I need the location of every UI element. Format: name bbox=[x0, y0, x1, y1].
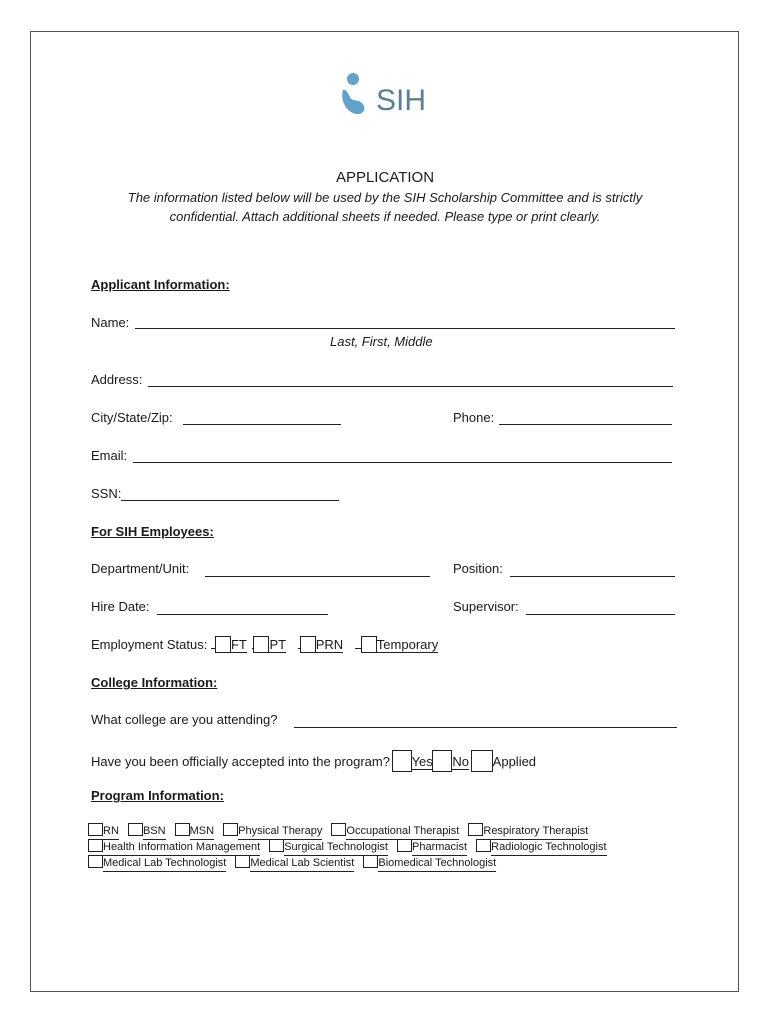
intro-line-2: confidential. Attach additional sheets if needed. Please type or print clearly. bbox=[169, 209, 601, 224]
accepted-no-label: No bbox=[452, 754, 470, 769]
program-biomedical-technologist-checkbox[interactable] bbox=[363, 855, 378, 868]
status-temporary-label: Temporary bbox=[376, 637, 439, 652]
program-msn-label: MSN bbox=[190, 824, 214, 840]
department-label: Department/Unit: bbox=[91, 561, 190, 576]
program-pharmacist-label: Pharmacist bbox=[412, 840, 467, 856]
intro-line-1: The information listed below will be used by the SIH Scholarship Committee and is strictly bbox=[127, 190, 643, 205]
city-field[interactable] bbox=[183, 424, 341, 425]
status-prn-checkbox[interactable] bbox=[300, 636, 316, 653]
status-ft-checkbox[interactable] bbox=[215, 636, 231, 653]
email-label: Email: bbox=[91, 448, 128, 463]
program-respiratory-therapist-checkbox[interactable] bbox=[468, 823, 483, 836]
email-field[interactable] bbox=[133, 462, 672, 463]
name-field[interactable] bbox=[135, 328, 675, 329]
program-bsn-label: BSN bbox=[143, 824, 166, 840]
program-msn-checkbox[interactable] bbox=[175, 823, 190, 836]
department-field[interactable] bbox=[205, 576, 430, 577]
accepted-yes-label: Yes bbox=[411, 754, 433, 769]
status-prn-label: PRN bbox=[315, 637, 344, 652]
city-label: City/State/Zip: bbox=[91, 410, 173, 425]
accepted-label: Have you been officially accepted into the program? bbox=[91, 754, 390, 769]
accepted-applied-label: Applied bbox=[492, 754, 537, 769]
program-respiratory-therapist-label: Respiratory Therapist bbox=[483, 824, 588, 840]
program-surgical-technologist-checkbox[interactable] bbox=[269, 839, 284, 852]
position-label: Position: bbox=[453, 561, 503, 576]
intro-text bbox=[80, 188, 690, 226]
program-surgical-technologist-label: Surgical Technologist bbox=[284, 840, 388, 856]
program-medical-lab-scientist-label: Medical Lab Scientist bbox=[250, 856, 354, 872]
college-attending-label: What college are you attending? bbox=[91, 712, 278, 727]
supervisor-field[interactable] bbox=[526, 614, 675, 615]
sih-logo-text: SIH bbox=[376, 84, 427, 117]
program-row-2 bbox=[88, 839, 613, 856]
sih-logo-mark-icon bbox=[338, 70, 370, 120]
supervisor-label: Supervisor: bbox=[453, 599, 519, 614]
accepted-applied-checkbox[interactable] bbox=[471, 750, 493, 772]
status-temporary-checkbox[interactable] bbox=[361, 636, 377, 653]
address-label: Address: bbox=[91, 372, 143, 387]
program-occupational-therapist-checkbox[interactable] bbox=[331, 823, 346, 836]
name-hint: Last, First, Middle bbox=[330, 334, 433, 349]
accepted-no-checkbox[interactable] bbox=[432, 750, 452, 772]
ssn-label: SSN: bbox=[91, 486, 122, 501]
college-attending-field[interactable] bbox=[294, 727, 677, 728]
status-pt-checkbox[interactable] bbox=[253, 636, 269, 653]
hire-date-label: Hire Date: bbox=[91, 599, 150, 614]
employment-status-row bbox=[91, 636, 438, 653]
status-pt-label: PT bbox=[269, 637, 287, 652]
program-medical-lab-scientist-checkbox[interactable] bbox=[235, 855, 250, 868]
employment-status-label: Employment Status: bbox=[91, 637, 208, 652]
program-medical-lab-technologist-label: Medical Lab Technologist bbox=[103, 856, 226, 872]
program-pharmacist-checkbox[interactable] bbox=[397, 839, 412, 852]
program-occupational-therapist-label: Occupational Therapist bbox=[346, 824, 459, 840]
phone-label: Phone: bbox=[453, 410, 495, 425]
employees-heading: For SIH Employees: bbox=[91, 524, 214, 539]
program-health-information-checkbox[interactable] bbox=[88, 839, 103, 852]
program-medical-lab-technologist-checkbox[interactable] bbox=[88, 855, 103, 868]
program-row-3 bbox=[88, 855, 502, 872]
program-physical-therapy-checkbox[interactable] bbox=[223, 823, 238, 836]
program-physical-therapy-label: Physical Therapy bbox=[238, 824, 322, 840]
program-biomedical-technologist-label: Biomedical Technologist bbox=[378, 856, 496, 872]
college-heading: College Information: bbox=[91, 675, 218, 690]
program-radiologic-technologist-label: Radiologic Technologist bbox=[491, 840, 606, 856]
hire-date-field[interactable] bbox=[157, 614, 328, 615]
position-field[interactable] bbox=[510, 576, 675, 577]
accepted-yes-checkbox[interactable] bbox=[392, 750, 412, 772]
program-radiologic-technologist-checkbox[interactable] bbox=[476, 839, 491, 852]
status-ft-label: FT bbox=[230, 637, 247, 652]
phone-field[interactable] bbox=[499, 424, 672, 425]
program-heading: Program Information: bbox=[91, 788, 224, 803]
accepted-row bbox=[91, 750, 536, 772]
applicant-heading: Applicant Information: bbox=[91, 277, 230, 292]
ssn-field[interactable] bbox=[121, 500, 339, 501]
page-title: APPLICATION bbox=[335, 169, 435, 186]
program-health-information-label: Health Information Management bbox=[103, 840, 260, 856]
program-rn-label: RN bbox=[103, 824, 119, 840]
program-row-1 bbox=[88, 823, 594, 840]
sih-logo bbox=[338, 70, 438, 126]
address-field[interactable] bbox=[148, 386, 673, 387]
program-rn-checkbox[interactable] bbox=[88, 823, 103, 836]
name-label: Name: bbox=[91, 315, 130, 330]
program-bsn-checkbox[interactable] bbox=[128, 823, 143, 836]
